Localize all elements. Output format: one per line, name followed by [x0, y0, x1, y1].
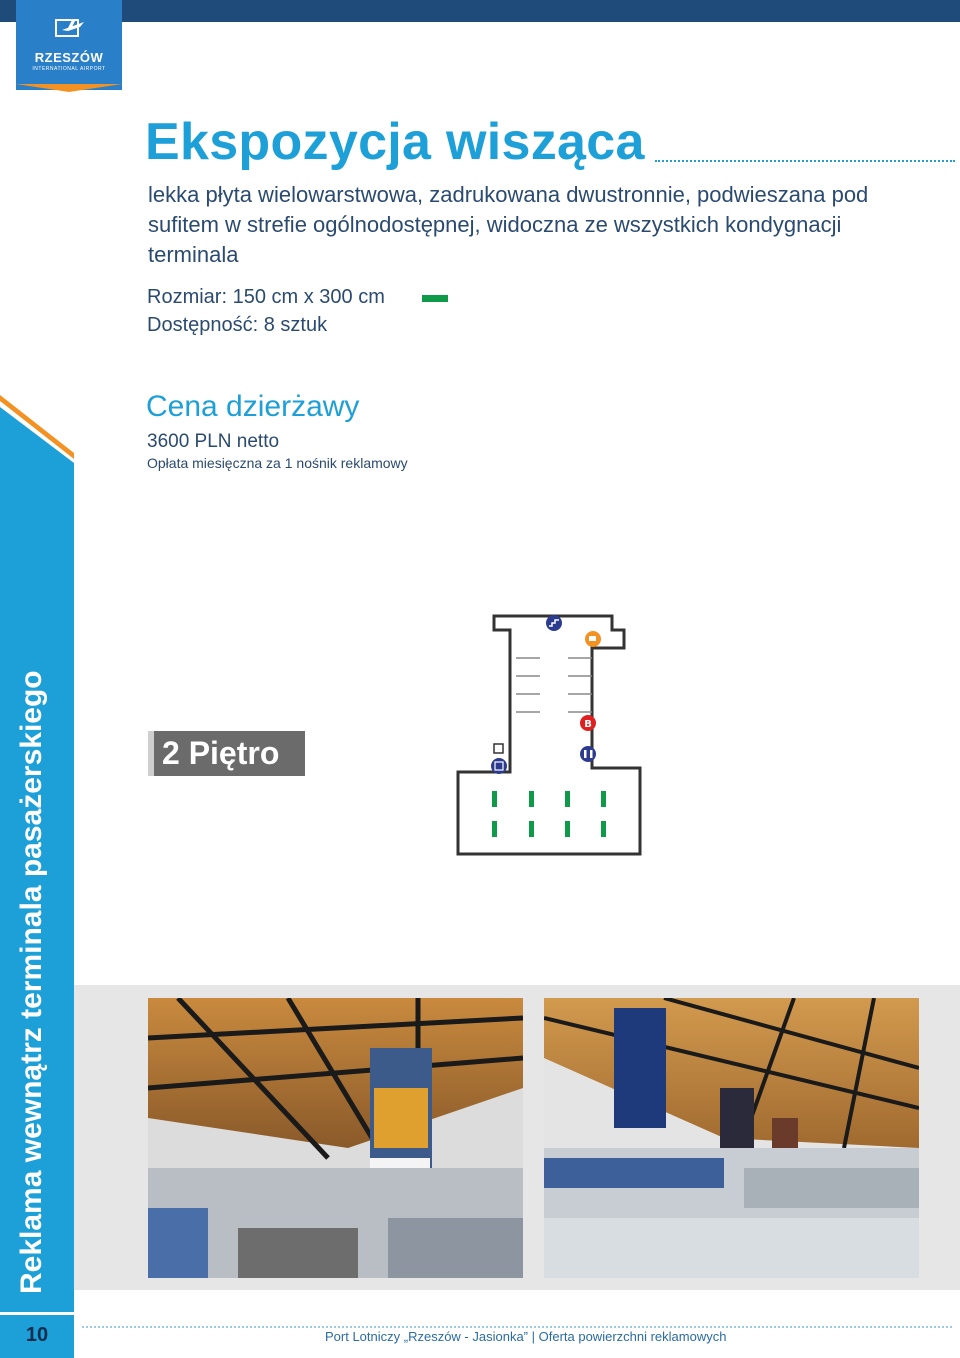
price-heading: Cena dzierżawy — [146, 390, 360, 423]
price-value: 3600 PLN netto — [147, 431, 280, 452]
floor-plan — [452, 608, 652, 863]
airport-logo — [16, 0, 122, 90]
shop-icon — [580, 715, 596, 731]
footer-text: Port Lotniczy „Rzeszów - Jasionka” | Oferta powierzchni reklamowych — [325, 1329, 727, 1344]
spec-size: Rozmiar: 150 cm x 300 cm — [147, 286, 385, 308]
plane-icon — [54, 16, 86, 40]
logo-subtitle: INTERNATIONAL AIRPORT — [32, 66, 106, 72]
terminal-photo-left — [148, 998, 523, 1278]
price-note: Opłata miesięczna za 1 nośnik reklamowy — [147, 455, 408, 471]
description: lekka płyta wielowarstwowa, zadrukowana dwustronnie, podwieszana pod sufitem w strefie ogólnodostępnej, widoczna ze wszystkich kondygnacji terminala — [148, 182, 869, 267]
logo-city: RZESZÓW — [34, 50, 104, 65]
floor-label: 2 Piętro — [148, 731, 305, 776]
footer-divider — [82, 1326, 952, 1328]
title-divider — [655, 160, 955, 162]
page-number: 10 — [0, 1312, 74, 1358]
green-marker-legend — [422, 295, 448, 302]
stairs-icon — [546, 615, 562, 631]
terminal-photo-right — [544, 998, 919, 1278]
top-bar — [0, 0, 960, 22]
sidebar-vertical-text: Reklama wewnątrz terminala pasażerskiego — [15, 670, 48, 1294]
spec-availability: Dostępność: 8 sztuk — [147, 314, 328, 336]
svg-text:B: B — [584, 719, 592, 730]
cafe-icon — [585, 631, 601, 647]
page-title: Ekspozycja wisząca — [145, 113, 645, 171]
logo-ribbon — [16, 84, 122, 92]
elevator-icon — [491, 758, 507, 774]
restroom-icon — [580, 746, 596, 762]
